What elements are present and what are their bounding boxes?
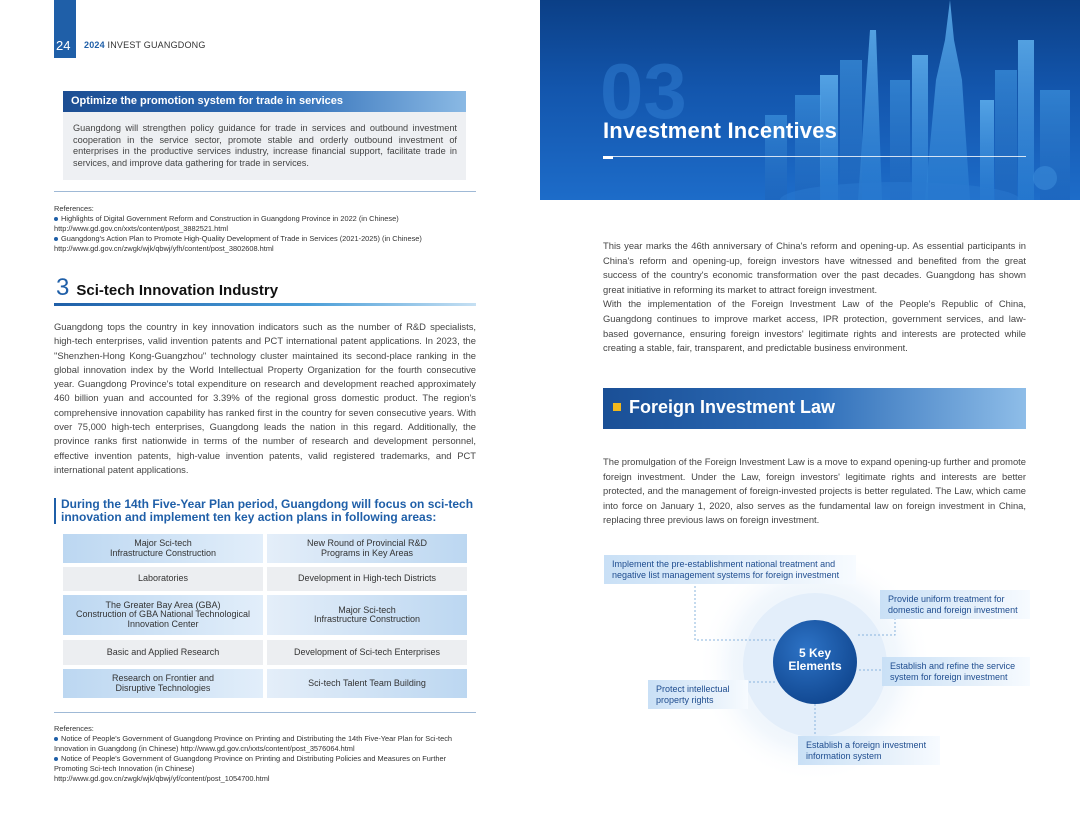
section-number: 3 <box>56 274 70 301</box>
action-plan-cell: Major Sci-tech Infrastructure Construction <box>267 595 467 635</box>
section-title: Sci-tech Innovation Industry <box>76 282 279 299</box>
key-element-box: Provide uniform treatment for domestic and foreign investment <box>880 590 1030 619</box>
section-paragraph: Guangdong tops the country in key innovation indicators such as the number of R&D specialists, high-tech enterprises, valid invention patents and PCT international patent applications. In 2023, the "Shenzhen-Hong Kong-Guangzhou" technology cluster maintained its second-place ranking in the global innovation index by the World Intellectual Property Organization for the fourth consecutive year. Guangdong Province's total expenditure on research and development reached approximately 460 billion yuan and accounted for 3.39% of the regional gross domestic product. The region's comprehensive innovation capability has ranked first in the country for seven consecutive years. With over 75,000 high-tech enterprises, Guangdong leads the nation in this regard. Additionally, the province ranks first nationwide in terms of the number of research and development personnel, effective invention patents, high-value invention patents, valid registered trademarks, and PCT international patent applications. <box>54 321 476 475</box>
square-bullet-icon <box>613 403 621 411</box>
running-header <box>84 40 206 50</box>
action-plan-cell: New Round of Provincial R&D Programs in Key Areas <box>267 534 467 563</box>
reference-link[interactable]: http://www.gd.gov.cn/zwgk/wjk/qbwj/yf/content/post_1054700.html <box>54 774 270 783</box>
intro-text <box>603 239 1026 356</box>
five-key-elements-diagram <box>600 550 1040 780</box>
section-heading <box>56 274 278 302</box>
reference-item: Notice of People's Government of Guangdong Province on Printing and Distributing the 14th Five-Year Plan for Sci-tech Innovation in Guangdong (in Chinese) http://www.gd.gov.cn/xxts/content/post_3576064.html <box>54 734 453 753</box>
references-block-1 <box>54 204 479 254</box>
running-header-year: 2024 <box>84 40 105 50</box>
action-plan-cell: Basic and Applied Research <box>63 640 263 665</box>
page-number-tab <box>54 0 76 58</box>
bullet-icon <box>54 737 58 741</box>
key-element-box: Establish a foreign investment information system <box>798 736 940 765</box>
key-element-box: Establish and refine the service system for foreign investment <box>882 657 1030 686</box>
bullet-icon <box>54 757 58 761</box>
promotion-callout-box <box>63 91 466 180</box>
action-plan-cell: Laboratories <box>63 567 263 591</box>
reference-item: Guangdong's Action Plan to Promote High-Quality Development of Trade in Services (2021-2025) (in Chinese) <box>54 234 479 244</box>
bullet-icon <box>54 217 58 221</box>
chapter-hero-banner <box>540 0 1080 200</box>
city-skyline-illustration <box>540 0 1080 200</box>
intro-paragraph: This year marks the 46th anniversary of China's reform and opening-up. As essential participants in China's reform and opening-up, foreign investors have witnessed and benefited from the great success of the country's economic transformation over the past decades. Guangdong has shown great initiative in reforming its market to attract foreign investment. <box>603 240 1026 295</box>
section-underline <box>54 303 476 306</box>
divider <box>54 712 476 713</box>
foreign-investment-law-paragraph: The promulgation of the Foreign Investment Law is a move to expand opening-up further and promote foreign investment. Under the Law, foreign investors' legitimate rights and interests are better protected, and the management of foreign-invested projects is better regulated. The Law, which came into force on January 1, 2020, also serves as the fundamental law on foreign investment in China, replacing three previous laws on foreign investment. <box>603 456 1026 526</box>
running-header-title: INVEST GUANGDONG <box>104 40 206 50</box>
title-underline <box>603 156 1026 157</box>
five-year-plan-heading: During the 14th Five-Year Plan period, Guangdong will focus on sci-tech innovation and implement ten key action plans in following areas: <box>54 498 479 524</box>
reference-item: Highlights of Digital Government Reform and Construction in Guangdong Province in 2022 (in Chinese) <box>54 214 479 224</box>
references-label: References: <box>54 204 94 213</box>
page-number: 24 <box>56 38 71 53</box>
references-label: References: <box>54 724 94 733</box>
foreign-investment-law-banner <box>603 388 1026 429</box>
chapter-title: Investment Incentives <box>603 118 838 143</box>
action-plan-cell: Sci-tech Talent Team Building <box>267 669 467 698</box>
diagram-center-label: 5 Key Elements <box>788 646 842 673</box>
action-plan-cell: Development of Sci-tech Enterprises <box>267 640 467 665</box>
key-element-box: Implement the pre-establishment national treatment and negative list management systems for foreign investment <box>604 555 856 584</box>
foreign-investment-law-heading: Foreign Investment Law <box>629 397 836 417</box>
action-plan-cell: The Greater Bay Area (GBA) Construction of GBA National Technological Innovation Center <box>63 595 263 635</box>
bullet-icon <box>54 237 58 241</box>
reference-link[interactable]: http://www.gd.gov.cn/zwgk/wjk/qbwj/yfh/content/post_3802608.html <box>54 244 274 253</box>
chapter-number: 03 <box>600 47 687 135</box>
promotion-callout-body: Guangdong will strengthen policy guidance for trade in services and outbound investment cooperation in the service sector, promote stable and orderly outbound investment of enterprises in the productive services industry, increase financial support, facilitate trade in services, and improve data gathering for trade in services. <box>73 123 457 168</box>
divider <box>54 191 476 192</box>
action-plan-cell: Research on Frontier and Disruptive Technologies <box>63 669 263 698</box>
key-element-box: Protect intellectual property rights <box>648 680 748 709</box>
reference-item: Notice of People's Government of Guangdong Province on Printing and Distributing Policies and Measures on Further Promoting Sci-tech Innovation (in Chinese) <box>54 754 447 773</box>
action-plan-cell: Major Sci-tech Infrastructure Construction <box>63 534 263 563</box>
intro-paragraph: With the implementation of the Foreign Investment Law of the People's Republic of China, Guangdong continues to improve market access, IPR protection, government services, and law-based governance, ensuring foreign investors' legitimate rights and interests are protected while creating a stable, fair, transparent, and predictable business environment. <box>603 298 1026 354</box>
promotion-callout-heading: Optimize the promotion system for trade in services <box>63 91 466 112</box>
title-underline-accent <box>603 156 613 159</box>
references-block-2 <box>54 724 479 784</box>
action-plan-cell: Development in High-tech Districts <box>267 567 467 591</box>
reference-link[interactable]: http://www.gd.gov.cn/xxts/content/post_3882521.html <box>54 224 229 233</box>
